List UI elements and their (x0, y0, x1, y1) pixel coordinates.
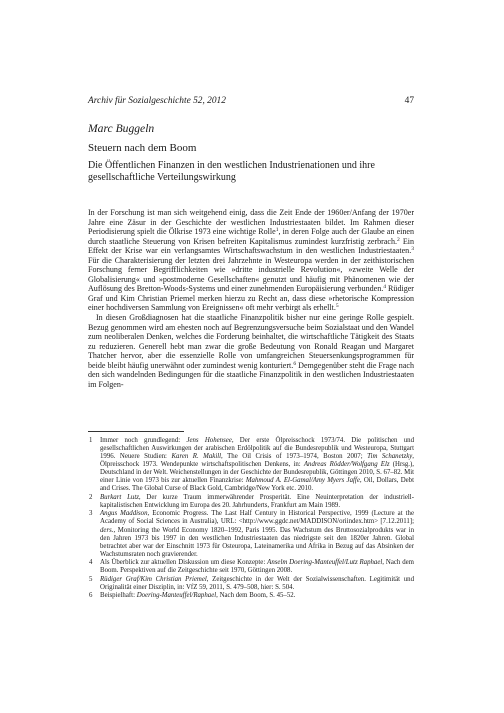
footnote-number: 3 (89, 510, 93, 518)
footnote-text: Immer noch grundlegend: (100, 437, 187, 444)
footnote-cited-name: Burkart Lutz (100, 493, 139, 501)
footnote-cited-name: Jens Hohensee (186, 437, 232, 444)
paragraph-text: In diesen Großdiagnosen hat die staatliche Finanzpolitik bisher nur eine geringe Rolle gespielt. Bezug genommen wird am ehesten noch auf Begrenzungsversuche beim Sozialstaat und den Wandel zum neoliberalen Denken, welches die Forderung beinhaltet, die wirtschaftliche Tätigkeit des Staats zu reduzieren. Generell hebt man zwar die große Bedeutung von Ronald Reagan und Margaret Thatcher hervor, aber die essenzielle Rolle von umfangreichen Steuersenkungsprogrammen für beide bleibt häufig unerwähnt oder zumindest wenig konturiert. (88, 313, 414, 370)
footnote (88, 437, 414, 493)
footnote-reference: 1 (275, 227, 279, 234)
journal-title: Archiv für Sozialgeschichte 52, 2012 (88, 96, 226, 106)
body-text (88, 208, 414, 389)
footnote-text: , Monitoring the World Economy 1820–1992, Paris 1995. Das Wachstum des Bruttosozialprodukts war in den Jahren 1973 bis 1997 in den westlichen Industriestaaten das niedrigste seit den 1820er Jahren. Global betrachtet aber war der Einschnitt 1973 für Osteuropa, Lateinamerika und Afrika in Bezug auf das Absinken der Wachstumsraten noch gravierender. (100, 526, 414, 558)
footnote-text: (Hrsg.), Deutschland in der Welt. Weichenstellungen in der Geschichte der Bundesrepublik, Göttingen 2010, S. 67–82. Mit einer Linie von 1973 bis zur aktuellen Finanzkrise: (100, 461, 415, 485)
footnote-text: , Ölpreisschock 1973. Wendepunkte wirtschaftspolitischen Denkens, in: (100, 453, 414, 469)
footnote-reference: 5 (335, 303, 339, 310)
body-paragraph (88, 208, 414, 313)
footnote-cited-name: Mahmoud A. El-Gamal/Amy Myers Jaffe (245, 477, 360, 485)
footnote-text: , Oil, Dollars, Debt and Crises. The Global Curse of Black Gold, Cambridge/New York etc. 2010. (100, 477, 414, 493)
paragraph-text: In der Forschung ist man sich weitgehend einig, dass die Zeit Ende der 1960er/Anfang der 1970er Jahre eine Zäsur in der Geschichte der westlichen Industriestaaten bildet. Im Rahmen dieser Periodisierung spielt die Ölkrise 1973 eine wichtige Rolle (88, 208, 414, 237)
footnote-text: Beispielhaft: (100, 592, 137, 600)
footnote-text: , Nach dem Boom, S. 45–52. (216, 592, 296, 600)
page-number: 47 (404, 96, 414, 106)
footnote-reference: 4 (383, 284, 387, 291)
footnote-number: 4 (89, 559, 93, 567)
article-title: Steuern nach dem Boom (88, 142, 197, 154)
paragraph-text: , in deren Folge auch der Glaube an einen durch staatliche Steuerung von Krisen befreiten Kapitalismus zumindest kurzfristig zerbrach. (88, 227, 414, 246)
footnotes (88, 437, 414, 601)
footnote-text: , Economic Progress. The Last Half Century in Historical Perspective, 1999 (Lecture at the Academy of Social Sciences in Australia), URL: <http://www.ggdc.net/MADDISON/oriindex.htm> [7.12.2011]; (100, 510, 415, 526)
footnote-reference: 3 (411, 246, 414, 253)
footnote-cited-name: Rüdiger Graf/Kim Christian Priemel (100, 575, 207, 583)
footnote-cited-name: Doering-Manteuffel/Raphael (136, 592, 217, 600)
footnote-text: , The Oil Crisis of 1973–1974, Boston 2007; (221, 453, 368, 461)
footnote-text: , Nach dem Boom. Perspektiven auf die Zeitgeschichte seit 1970, Göttingen 2008. (100, 559, 415, 575)
footnote-text: , Zeitgeschichte in der Welt der Sozialwissenschaften. Legitimität und Originalität einer Disziplin, in: VfZ 59, 2011, S. 479–508, hier: S. 504. (100, 575, 414, 591)
footnote-reference: 6 (293, 360, 297, 367)
footnote-cited-name: Karen R. Makill (171, 453, 222, 461)
footnote-cited-name: Andreas Rödder/Wolfgang Elz (303, 461, 390, 469)
footnote-number: 1 (89, 437, 93, 444)
footnote (88, 559, 414, 575)
footnote (88, 494, 414, 510)
footnote-cited-name: Anselm Doering-Manteuffel/Lutz Raphael (267, 559, 383, 567)
footnote-cited-name: Tim Schanetzky (367, 453, 413, 461)
footnote (88, 576, 414, 592)
body-paragraph (88, 313, 414, 389)
footnote-number: 2 (89, 493, 93, 501)
running-header (88, 96, 414, 106)
paragraph-text: Ein Effekt der Krise war ein verlangsamtes Wirtschaftswachstum in den westlichen Industriestaaten. (88, 236, 414, 256)
paragraph-text: Rüdiger Graf und Kim Christian Priemel merken hierzu zu Recht an, dass diese »rhetorische Kompression einer hochdiversen Sammlung von Ereignissen« oft mehr verbirgt als erhellt. (88, 284, 414, 313)
footnote-cited-name: ders. (100, 526, 114, 534)
footnote (88, 592, 414, 600)
article-author: Marc Buggeln (88, 122, 155, 135)
footnote-reference: 2 (397, 236, 400, 243)
footnote-separator (88, 431, 184, 432)
footnote-cited-name: Angus Maddison (100, 510, 148, 518)
footnote-text: , Der kurze Traum immerwährender Prosperität. Eine Neuinterpretation der industriell-kapitalistischen Entwicklung im Europa des 20. Jahrhunderts, Frankfurt am Main 1989. (100, 493, 414, 509)
footnote-number: 6 (89, 592, 93, 600)
paragraph-text: Demgegenüber steht die Frage nach den sich wandelnden Bedingungen für die staatliche Finanzpolitik in den westlichen Industriestaaten im Folgen- (88, 360, 414, 389)
footnote-text: Als Überblick zur aktuellen Diskussion um diese Konzepte: (100, 559, 268, 567)
footnote-text: , Der erste Ölpreisschock 1973/74. Die politischen und gesellschaftlichen Auswirkungen der arabischen Erdölpolitik auf die Bundesrepublik und Westeuropa, Stuttgart 1996. Neuere Studien: (100, 437, 415, 461)
footnote (88, 510, 414, 558)
footnote-number: 5 (89, 575, 93, 583)
paragraph-text: Für die Charakterisierung der letzten drei Jahrzehnte in Westeuropa werden in der zeithistorischen Forschung ferner Begrifflichkeiten wie »dritte industrielle Revolution«, »zweite Welle der Globalisierung« und »postmoderne Gesellschaften« genutzt und häufig mit Phänomenen wie der Auflösung des Bretton-Woods-Systems und einer zunehmenden Europäisierung verbunden. (88, 255, 414, 294)
article-subtitle: Die Öffentlichen Finanzen in den westlichen Industrienationen und ihre gesellschaftliche Verteilungswirkung (88, 160, 375, 183)
